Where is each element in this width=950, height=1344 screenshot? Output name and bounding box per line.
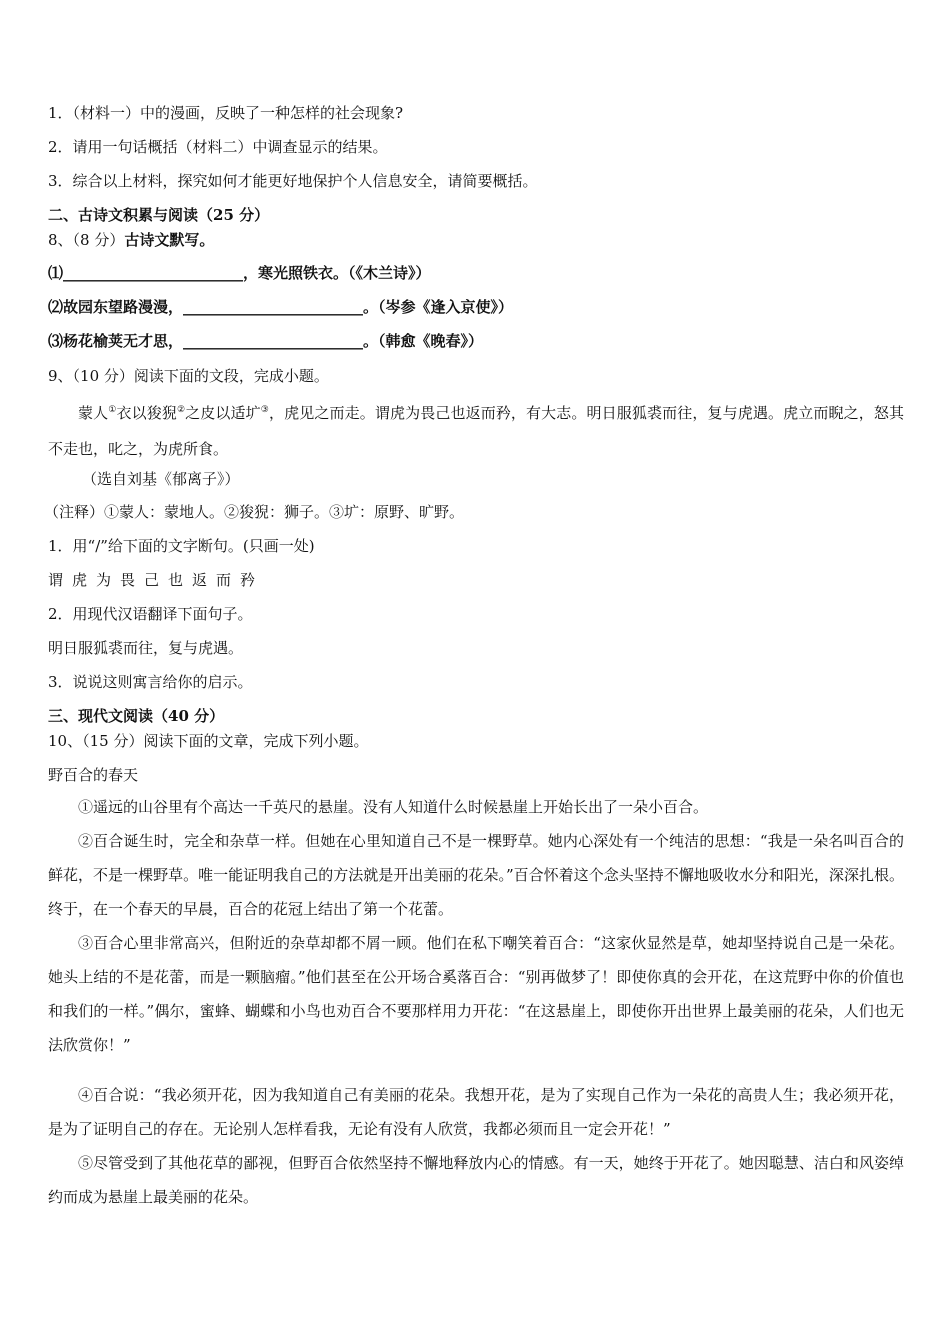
section3-heading: 三、现代文阅读（40 分）	[48, 707, 225, 725]
q9-sub1-text: 谓虎为畏己也返而矜	[48, 571, 265, 589]
q9-passage-d: ，虎见之而走。谓虎为畏己也返而矜，有大志。明日服狐裘而往，复与虎遇。虎立而睨之，怒其不走也，叱之，为虎所食。	[48, 404, 904, 458]
q9-intro: 9、（10 分）阅读下面的文段，完成小题。	[48, 367, 329, 385]
q9-source: （选自刘基《郁离子》）	[82, 470, 240, 488]
q10-intro: 10、（15 分）阅读下面的文章，完成下列小题。	[48, 732, 369, 750]
q7-sub1: 1．（材料一）中的漫画，反映了一种怎样的社会现象?	[48, 104, 404, 122]
article-paragraph: ④百合说：“我必须开花，因为我知道自己有美丽的花朵。我想开花，是为了实现自己作为一朵花的高贵人生；我必须开花，是为了证明自己的存在。无论别人怎样看我，无论有没有人欣赏，我都必须而且一定会开花！”	[48, 1086, 904, 1138]
q9-sub2: 2．用现代汉语翻译下面句子。	[48, 605, 253, 623]
q8-line2: ⑵故园东望路漫漫，________________________。（岑参《逢入京使》）	[48, 298, 514, 316]
article-paragraph: ③百合心里非常高兴，但附近的杂草却都不屑一顾。他们在私下嘲笑着百合：“这家伙显然是草，她却坚持说自己是一朵花。她头上结的不是花蕾，而是一颗脑瘤。”他们甚至在公开场合奚落百合：“别再做梦了！即使你真的会开花，在这荒野中你的价值也和我们的一样。”偶尔，蜜蜂、蝴蝶和小鸟也劝百合不要那样用力开花：“在这悬崖上，即使你开出世界上最美丽的花朵，人们也无法欣赏你！”	[48, 934, 904, 1054]
q7-sub3: 3．综合以上材料，探究如何才能更好地保护个人信息安全，请简要概括。	[48, 172, 538, 190]
q9-sub3: 3．说说这则寓言给你的启示。	[48, 673, 253, 691]
article-paragraph: ⑤尽管受到了其他花草的鄙视，但野百合依然坚持不懈地释放内心的情感。有一天，她终于开花了。她因聪慧、洁白和风姿绰约而成为悬崖上最美丽的花朵。	[48, 1154, 904, 1206]
q9-passage-b: 衣以狻猊	[116, 404, 177, 422]
q8-intro: 8、（8 分）	[48, 231, 125, 249]
q9-notes: （注释）①蒙人：蒙地人。②狻猊：狮子。③圹：原野、旷野。	[44, 503, 465, 521]
q9-note1-mark: ①	[108, 405, 117, 415]
q9-passage-c: 之皮以适圹	[185, 404, 261, 422]
q8-heading	[48, 229, 214, 251]
article-title: 野百合的春天	[48, 766, 139, 784]
article-paragraph: ①遥远的山谷里有个高达一千英尺的悬崖。没有人知道什么时候悬崖上开始长出了一朵小百合。	[78, 798, 709, 816]
q9-note3-mark: ③	[260, 405, 269, 415]
article-paragraph: ②百合诞生时，完全和杂草一样。但她在心里知道自己不是一棵野草。她内心深处有一个纯洁的思想：“我是一朵名叫百合的鲜花，不是一棵野草。唯一能证明我自己的方法就是开出美丽的花朵。”百合怀着这个念头坚持不懈地吸收水分和阳光，深深扎根。终于，在一个春天的早晨，百合的花冠上结出了第一个花蕾。	[48, 832, 904, 918]
q8-line3: ⑶杨花榆荚无才思，________________________。（韩愈《晚春》）	[48, 332, 484, 350]
q7-sub2: 2．请用一句话概括（材料二）中调查显示的结果。	[48, 138, 388, 156]
q9-passage	[48, 392, 904, 467]
q9-passage-a: 蒙人	[78, 404, 109, 422]
q9-note2-mark: ②	[176, 405, 186, 415]
section2-heading: 二、古诗文积累与阅读（25 分）	[48, 206, 270, 224]
q9-sub2-text: 明日服狐裘而往，复与虎遇。	[48, 639, 244, 657]
q8-line1: ⑴________________________，寒光照铁衣。（《木兰诗》）	[48, 264, 431, 282]
q8-title: 古诗文默写。	[124, 231, 215, 249]
q9-sub1: 1．用“/”给下面的文字断句。(只画一处)	[48, 537, 315, 555]
